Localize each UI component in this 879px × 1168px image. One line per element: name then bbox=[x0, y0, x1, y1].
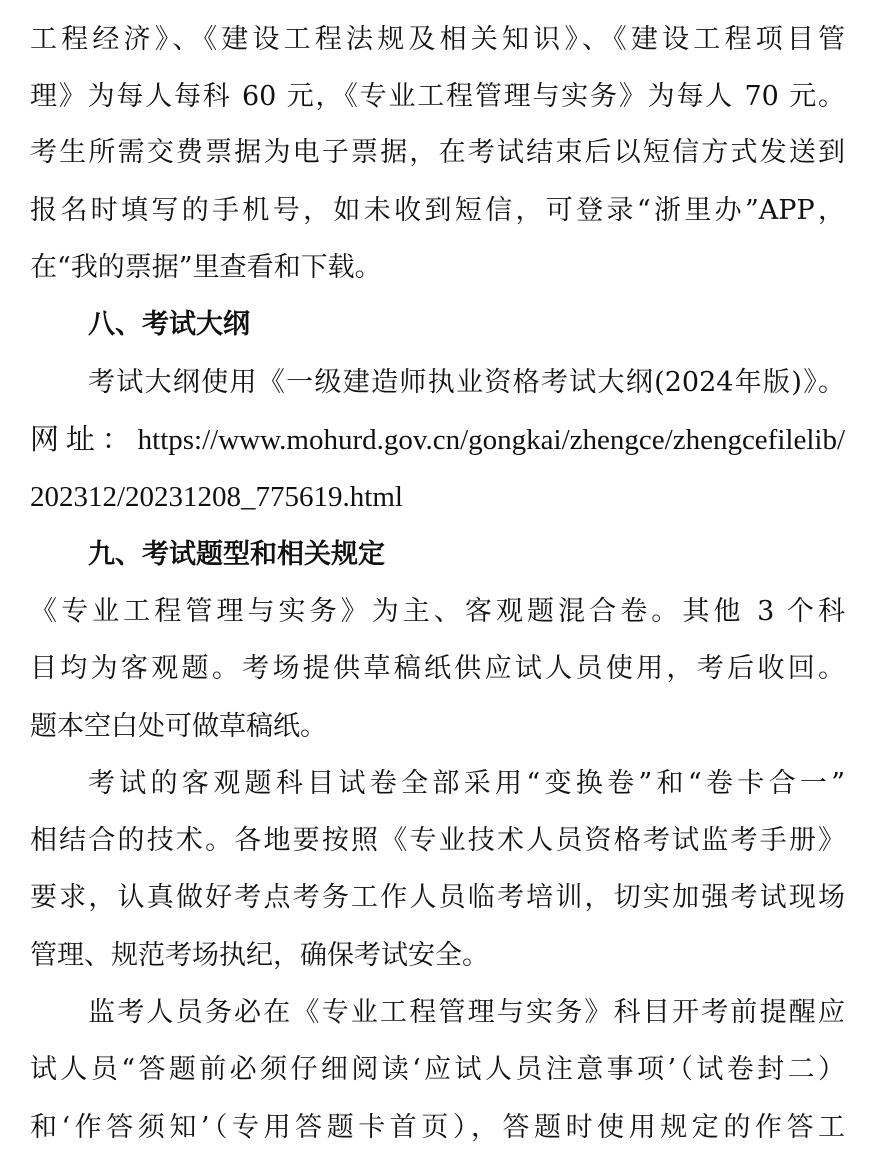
text-line: 《专业工程管理与实务》为主、客观题混合卷。其他 3 个科 bbox=[30, 596, 845, 627]
text-line: 管理、规范考场执纪，确保考试安全。 bbox=[30, 940, 489, 971]
text-line: 相结合的技术。各地要按照《专业技术人员资格考试监考手册》 bbox=[30, 825, 845, 856]
text-line: 目均为客观题。考场提供草稿纸供应试人员使用，考后收回。 bbox=[30, 653, 845, 684]
text-line: 要求，认真做好考点考务工作人员临考培训，切实加强考试现场 bbox=[30, 882, 845, 913]
text-line: 报名时填写的手机号，如未收到短信，可登录“浙里办”APP， bbox=[30, 195, 845, 226]
text-line: 考试大纲使用《一级建造师执业资格考试大纲(2024年版)》。 bbox=[88, 367, 845, 398]
text-line: 理》为每人每科 60 元，《专业工程管理与实务》为每人 70 元。 bbox=[30, 81, 845, 112]
section-heading: 九、考试题型和相关规定 bbox=[88, 539, 385, 570]
url-line: 202312/20231208_775619.html bbox=[30, 481, 403, 513]
url-line: 网址：https://www.mohurd.gov.cn/gongkai/zhengce/zhengcefilelib/ bbox=[30, 424, 845, 456]
text-line: 试人员“答题前必须仔细阅读‘应试人员注意事项’（试卷封二） bbox=[30, 1054, 845, 1085]
text-line: 题本空白处可做草稿纸。 bbox=[30, 711, 327, 742]
text-line: 在“我的票据”里查看和下载。 bbox=[30, 252, 382, 283]
text-line: 考生所需交费票据为电子票据，在考试结束后以短信方式发送到 bbox=[30, 137, 845, 168]
text-line: 监考人员务必在《专业工程管理与实务》科目开考前提醒应 bbox=[88, 997, 845, 1028]
text-line: 和‘作答须知’（专用答题卡首页），答题时使用规定的作答工 bbox=[30, 1112, 845, 1143]
text-line: 工程经济》、《建设工程法规及相关知识》、《建设工程项目管 bbox=[30, 24, 845, 55]
text-line: 考试的客观题科目试卷全部采用“变换卷”和“卷卡合一” bbox=[88, 768, 845, 799]
section-heading: 八、考试大纲 bbox=[88, 309, 250, 340]
